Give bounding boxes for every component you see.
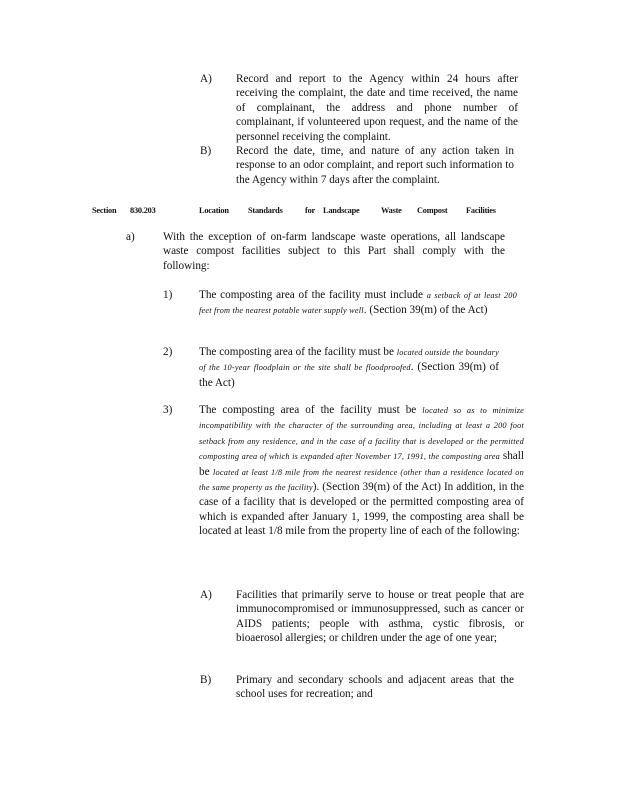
subsection-text: With the exception of on-farm landscape waste operations, all landscape waste compost facilities subject to this Part shall comply with the following:	[163, 231, 505, 272]
item-text: The composting area of the facility must be located so as to minimize incompatibility with the character of the surrounding area, including at least a 200 foot setback from any residence, and in the case of a facility that is developed or the permitted composting area of which is expanded after November 17, 1991, the composting area shall be located at least 1/8 mile from the nearest residence (other than a residence located on the same property as the facility). (Section 39(m) of the Act) In addition, in the case of a facility that is developed or the permitted composting area of which is expanded after January 1, 1999, the composting area shall be located at least 1/8 mile from the property line of each of the following:	[199, 404, 525, 538]
item-text: The composting area of the facility must be located outside the boundary of the 10-year floodplain or the site shall be floodproofed. (Section 39(m) of the Act)	[199, 346, 499, 389]
item-label: 2)	[163, 346, 173, 358]
title-word: Landscape	[323, 206, 360, 215]
item-label: B)	[200, 145, 212, 157]
item-text: Facilities that primarily serve to house or treat people that are immunocompromised or immunosuppressed, such as cancer or AIDS patients; people with asthma, cystic fibrosis, or bioaerosol allergies; or children under the age of one year;	[236, 589, 524, 645]
title-word: Location	[199, 206, 229, 215]
item-label: A)	[200, 589, 212, 601]
item-text: Primary and secondary schools and adjacent areas that the school uses for recreation; and	[236, 674, 514, 701]
title-word: Standards	[248, 206, 283, 215]
title-word: for	[305, 206, 315, 215]
title-word: Waste	[381, 206, 402, 215]
item-text: Record the date, time, and nature of any action taken in response to an odor complaint, and report such information to the Agency within 7 days after the complaint.	[236, 145, 514, 186]
item-text: The composting area of the facility must include a setback of at least 200 feet from the nearest potable water supply well. (Section 39(m) of the Act)	[199, 289, 518, 317]
section-word: Section	[92, 206, 117, 215]
item-label: B)	[200, 674, 212, 686]
item-label: A)	[200, 73, 212, 85]
section-number: 830.203	[130, 206, 156, 215]
item-label: 3)	[163, 404, 173, 416]
subsection-label: a)	[126, 231, 135, 243]
item-label: 1)	[163, 289, 173, 301]
title-word: Facilities	[466, 206, 496, 215]
item-text: Record and report to the Agency within 24 hours after receiving the complaint, the date and time received, the name of complainant, the address and phone number of complainant, if volunteered upon request, and the name of the personnel receiving the complaint.	[236, 73, 518, 143]
title-word: Compost	[417, 206, 448, 215]
